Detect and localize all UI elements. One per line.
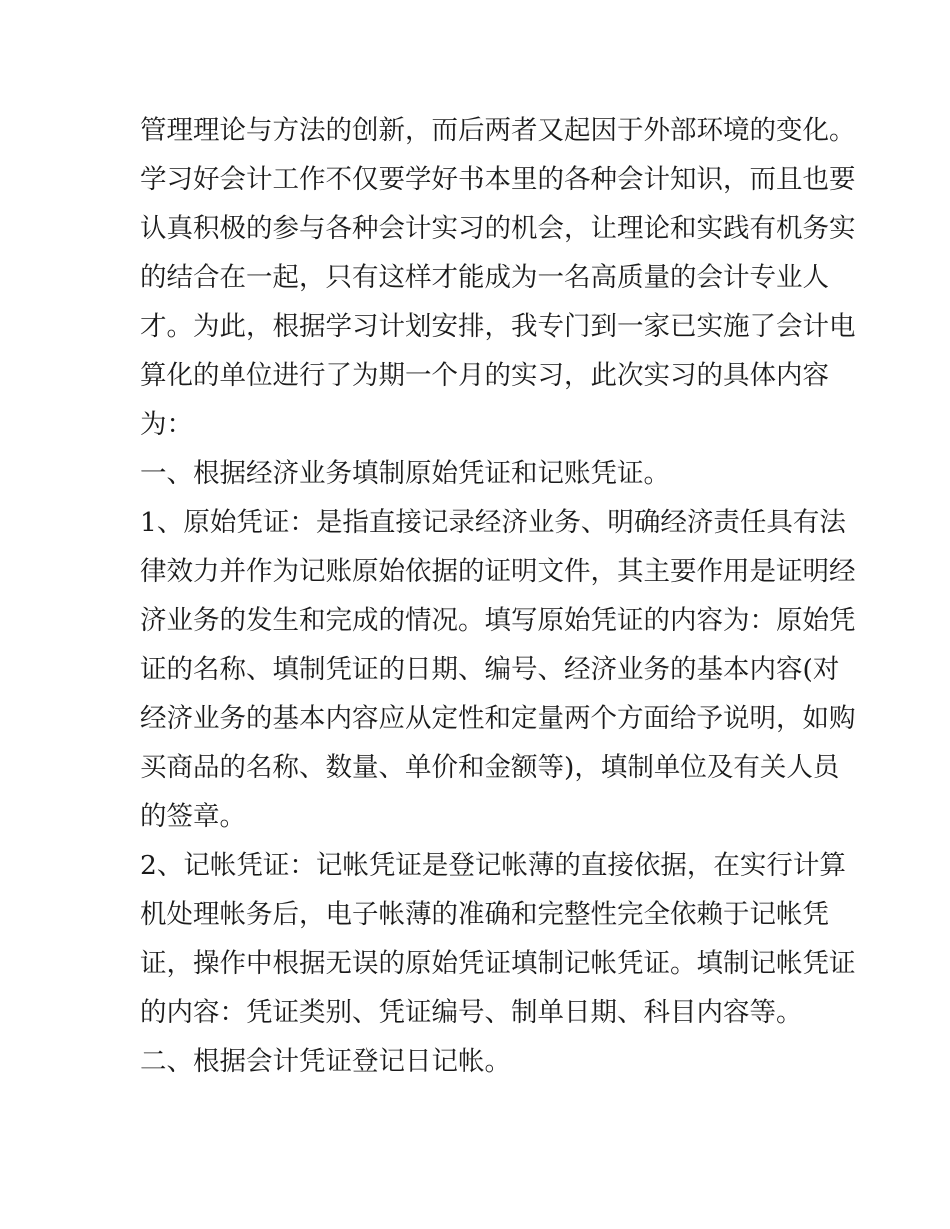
text-line: 济业务的发生和完成的情况。填写原始凭证的内容为：原始凭	[140, 605, 856, 636]
text-line: 1、原始凭证：是指直接记录经济业务、明确经济责任具有法	[140, 507, 846, 538]
text-line: 的结合在一起，只有这样才能成为一名高质量的会计专业人	[140, 262, 829, 293]
text-line: 买商品的名称、数量、单价和金额等)，填制单位及有关人员	[140, 752, 840, 783]
text-line: 2、记帐凭证：记帐凭证是登记帐薄的直接依据，在实行计算	[140, 850, 846, 881]
text-line: 律效力并作为记账原始依据的证明文件，其主要作用是证明经	[140, 556, 856, 587]
text-line: 证的名称、填制凭证的日期、编号、经济业务的基本内容(对	[140, 654, 840, 685]
text-line: 才。为此，根据学习计划安排，我专门到一家已实施了会计电	[140, 311, 856, 342]
text-line: 算化的单位进行了为期一个月的实习，此次实习的具体内容	[140, 360, 829, 391]
document-body	[140, 106, 856, 1086]
text-line: 证，操作中根据无误的原始凭证填制记帐凭证。填制记帐凭证	[140, 948, 856, 979]
section-heading: 二、根据会计凭证登记日记帐。	[140, 1046, 511, 1077]
text-line: 学习好会计工作不仅要学好书本里的各种会计知识，而且也要	[140, 164, 856, 195]
text-line: 认真积极的参与各种会计实习的机会，让理论和实践有机务实	[140, 213, 856, 244]
text-line: 管理理论与方法的创新，而后两者又起因于外部环境的变化。	[140, 115, 856, 146]
text-line: 为：	[140, 409, 193, 440]
text-line: 机处理帐务后，电子帐薄的准确和完整性完全依赖于记帐凭	[140, 899, 829, 930]
section-heading: 一、根据经济业务填制原始凭证和记账凭证。	[140, 458, 670, 489]
text-line: 的签章。	[140, 801, 246, 832]
text-line: 的内容：凭证类别、凭证编号、制单日期、科目内容等。	[140, 997, 803, 1028]
text-line: 经济业务的基本内容应从定性和定量两个方面给予说明，如购	[140, 703, 856, 734]
